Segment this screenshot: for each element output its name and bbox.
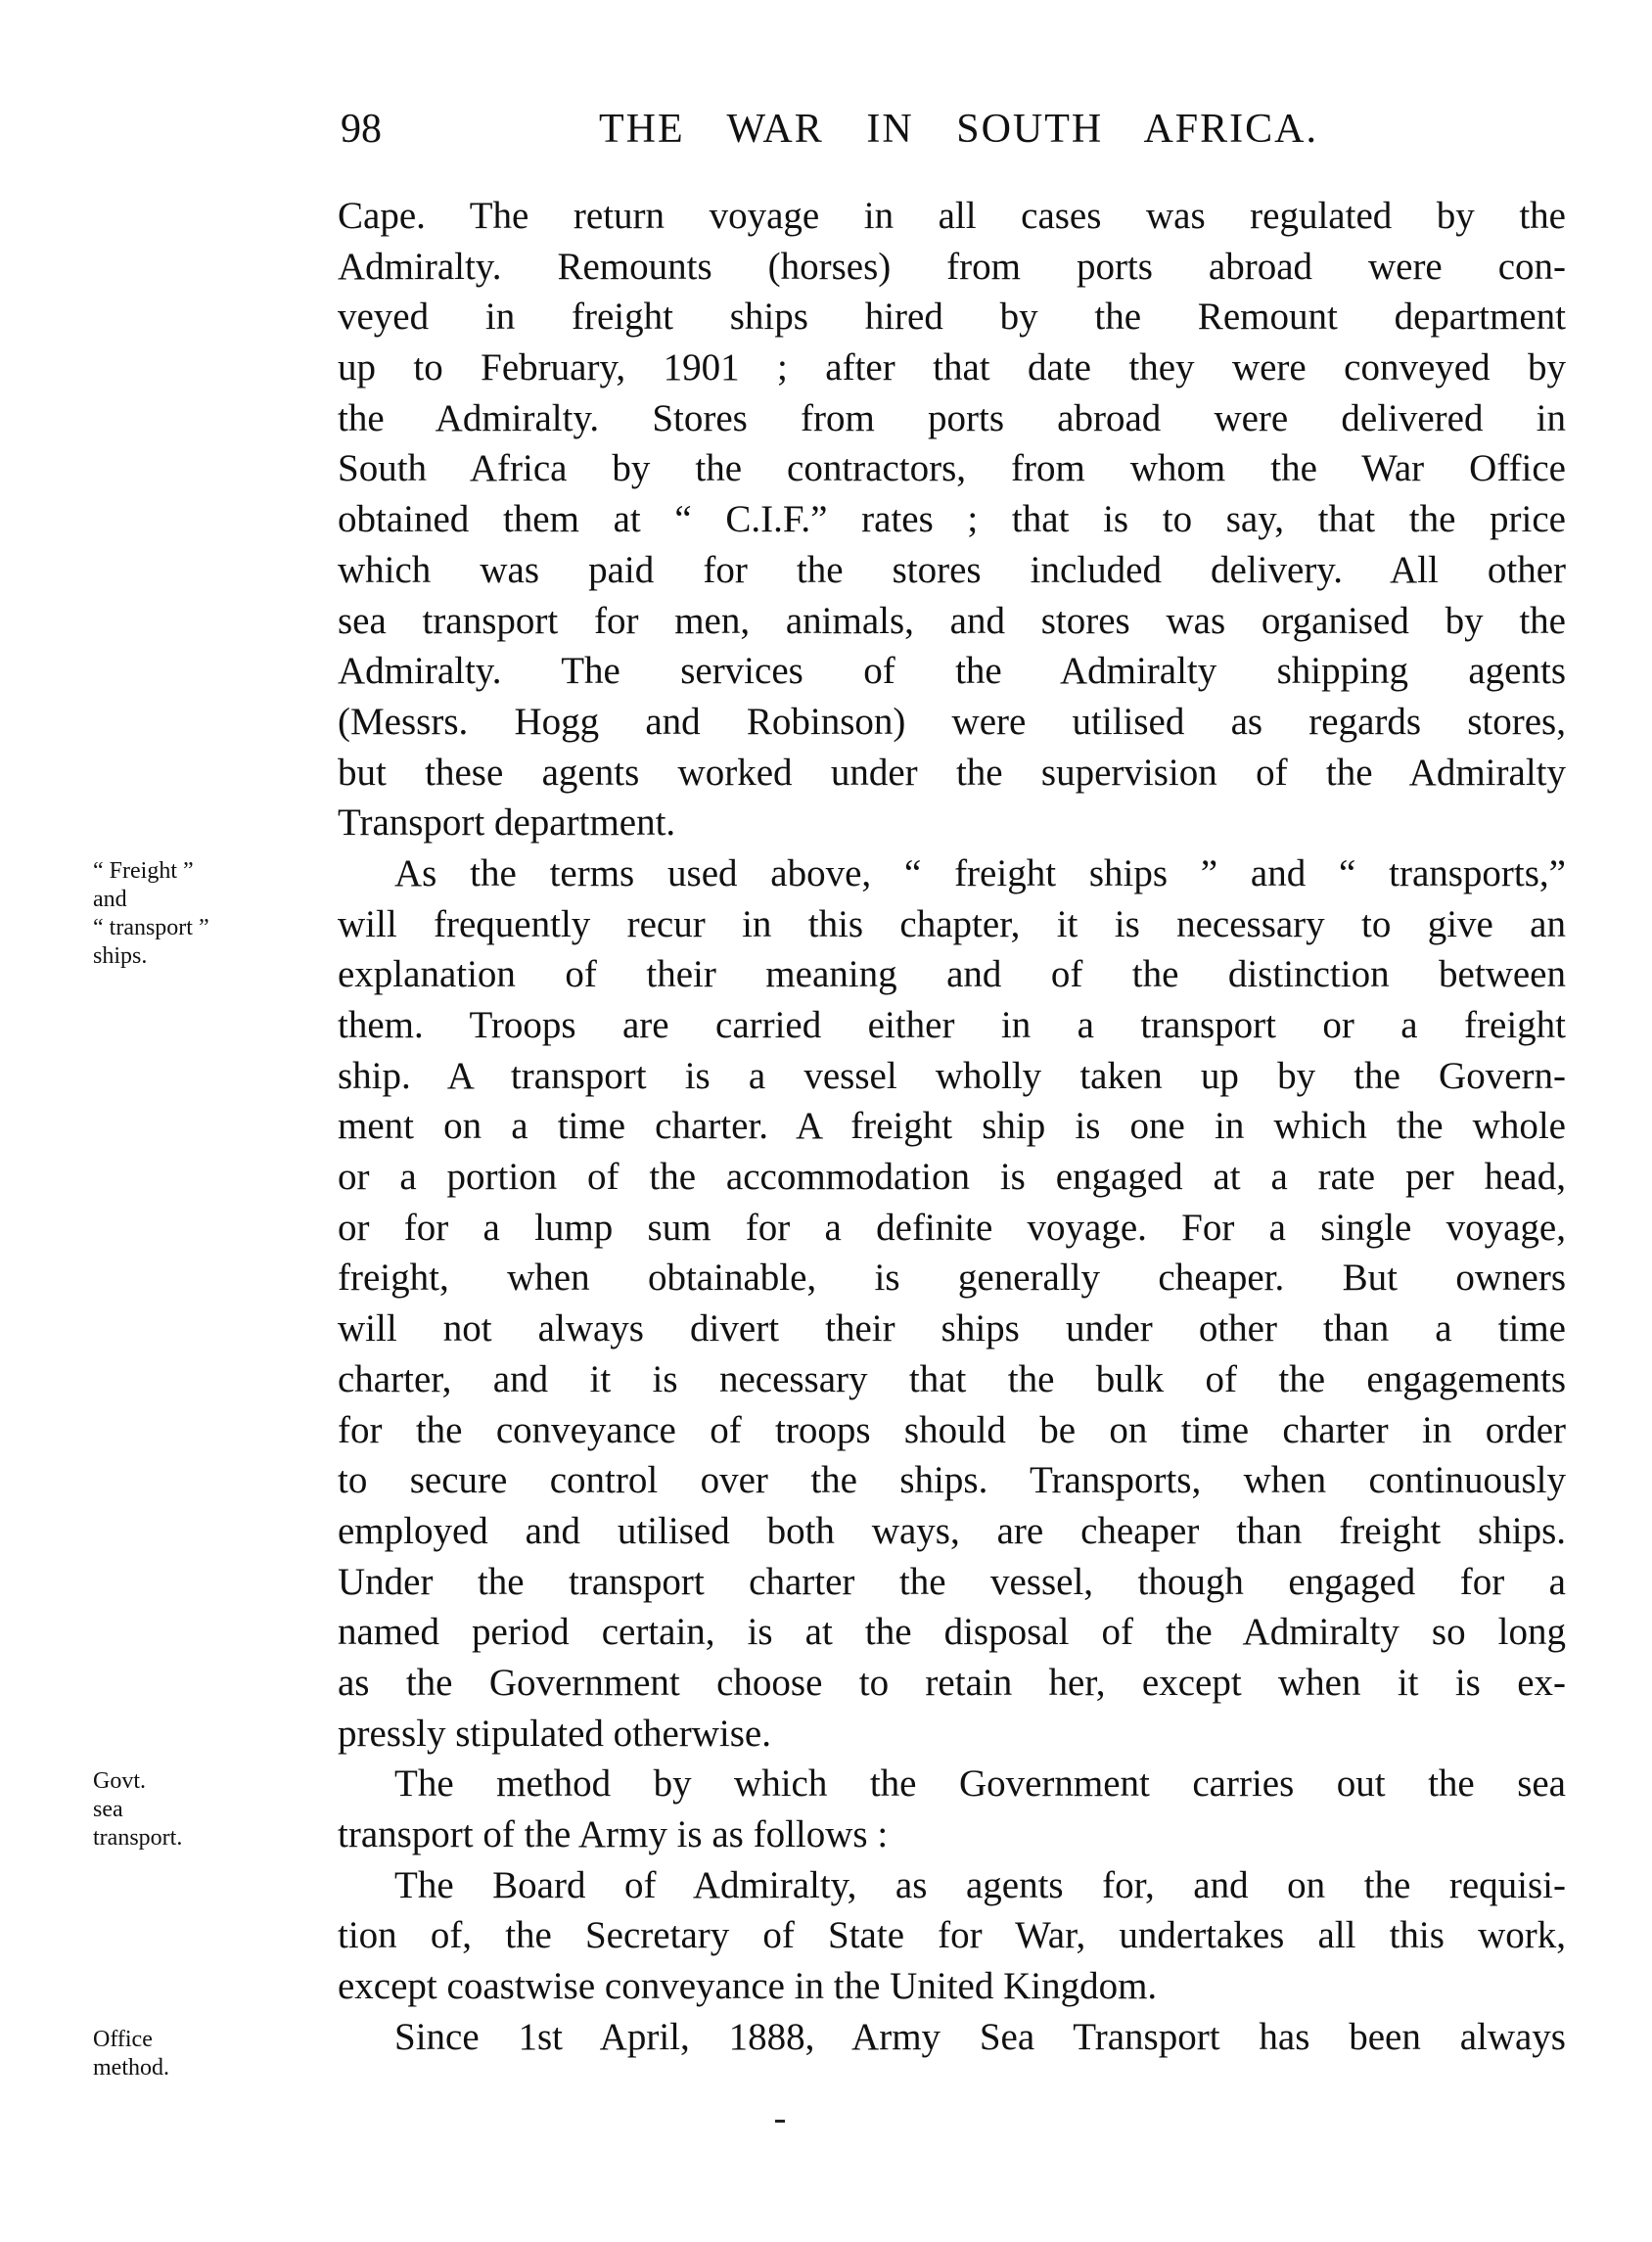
text-line: The method by which the Government carries out the sea	[394, 1762, 1566, 1806]
sidenote-line: Govt.	[93, 1768, 146, 1794]
text-line: which was paid for the stores included delivery. All other	[338, 548, 1566, 591]
text-line: to secure control over the ships. Transports, when continuously	[338, 1459, 1566, 1502]
text-line: will not always divert their ships under other than a time	[338, 1307, 1566, 1350]
text-line: transport of the Army is as follows :	[338, 1813, 889, 1855]
text-line: pressly stipulated otherwise.	[338, 1712, 771, 1755]
text-line: South Africa by the contractors, from whom the War Office	[338, 447, 1566, 490]
text-line: them. Troops are carried either in a transport or a freight	[338, 1004, 1566, 1046]
sidenote-freight-transport	[93, 857, 209, 971]
text-line: obtained them at “ C.I.F.” rates ; that is to say, that the price	[338, 498, 1566, 541]
page-mark	[775, 2120, 785, 2123]
text-line: up to February, 1901 ; after that date they were conveyed by	[338, 346, 1566, 389]
sidenote-govt-sea-transport	[93, 1767, 182, 1853]
sidenote-line: method.	[93, 2055, 169, 2081]
text-line: will frequently recur in this chapter, it is necessary to give an	[338, 902, 1566, 945]
text-line: ship. A transport is a vessel wholly taken up by the Govern-	[338, 1054, 1566, 1097]
text-line: or for a lump sum for a definite voyage. For a single voyage,	[338, 1206, 1566, 1249]
text-line: but these agents worked under the supervision of the Admiralty	[338, 751, 1566, 794]
text-line: veyed in freight ships hired by the Remount department	[338, 296, 1566, 339]
sidenote-line: and	[93, 887, 127, 912]
text-line: Since 1st April, 1888, Army Sea Transport has been always	[394, 2015, 1566, 2058]
sidenote-line: “ transport ”	[93, 915, 209, 940]
body-text	[338, 191, 1566, 2062]
text-line: The Board of Admiralty, as agents for, and on the requisi-	[394, 1863, 1566, 1906]
text-line: or a portion of the accommodation is engaged at a rate per head,	[338, 1156, 1566, 1199]
text-line: (Messrs. Hogg and Robinson) were utilised as regards stores,	[338, 700, 1566, 743]
sidenote-line: Office	[93, 2027, 153, 2052]
text-line: Under the transport charter the vessel, though engaged for a	[338, 1560, 1566, 1603]
running-head: THE WAR IN SOUTH AFRICA.	[599, 107, 1318, 152]
sidenote-office-method	[93, 2026, 169, 2082]
sidenote-line: “ Freight ”	[93, 858, 194, 884]
text-line: freight, when obtainable, is generally cheaper. But owners	[338, 1257, 1566, 1300]
sidenote-line: ships.	[93, 943, 148, 969]
page-number: 98	[341, 107, 382, 152]
text-line: sea transport for men, animals, and stores was organised by the	[338, 599, 1566, 642]
text-line: charter, and it is necessary that the bulk of the engagements	[338, 1357, 1566, 1400]
text-line: Cape. The return voyage in all cases was regulated by the	[338, 195, 1566, 237]
text-line: Transport department.	[338, 801, 676, 845]
text-line: as the Government choose to retain her, except when it is ex-	[338, 1661, 1566, 1704]
text-line: except coastwise conveyance in the United Kingdom.	[338, 1965, 1158, 2008]
text-line: employed and utilised both ways, are cheaper than freight ships.	[338, 1509, 1566, 1552]
text-line: explanation of their meaning and of the distinction between	[338, 953, 1566, 996]
text-line: Admiralty. Remounts (horses) from ports abroad were con-	[338, 245, 1566, 288]
text-line: named period certain, is at the disposal of the Admiralty so long	[338, 1611, 1566, 1654]
sidenote-line: sea	[93, 1797, 123, 1822]
text-line: the Admiralty. Stores from ports abroad were delivered in	[338, 396, 1566, 439]
sidenote-line: transport.	[93, 1825, 183, 1851]
text-line: ment on a time charter. A freight ship is one in which the whole	[338, 1105, 1566, 1148]
text-line: As the terms used above, “ freight ships ” and “ transports,”	[394, 851, 1566, 894]
text-line: Admiralty. The services of the Admiralty shipping agents	[338, 650, 1566, 693]
text-line: for the conveyance of troops should be on time charter in order	[338, 1408, 1566, 1451]
text-line: tion of, the Secretary of State for War, undertakes all this work,	[338, 1914, 1566, 1957]
